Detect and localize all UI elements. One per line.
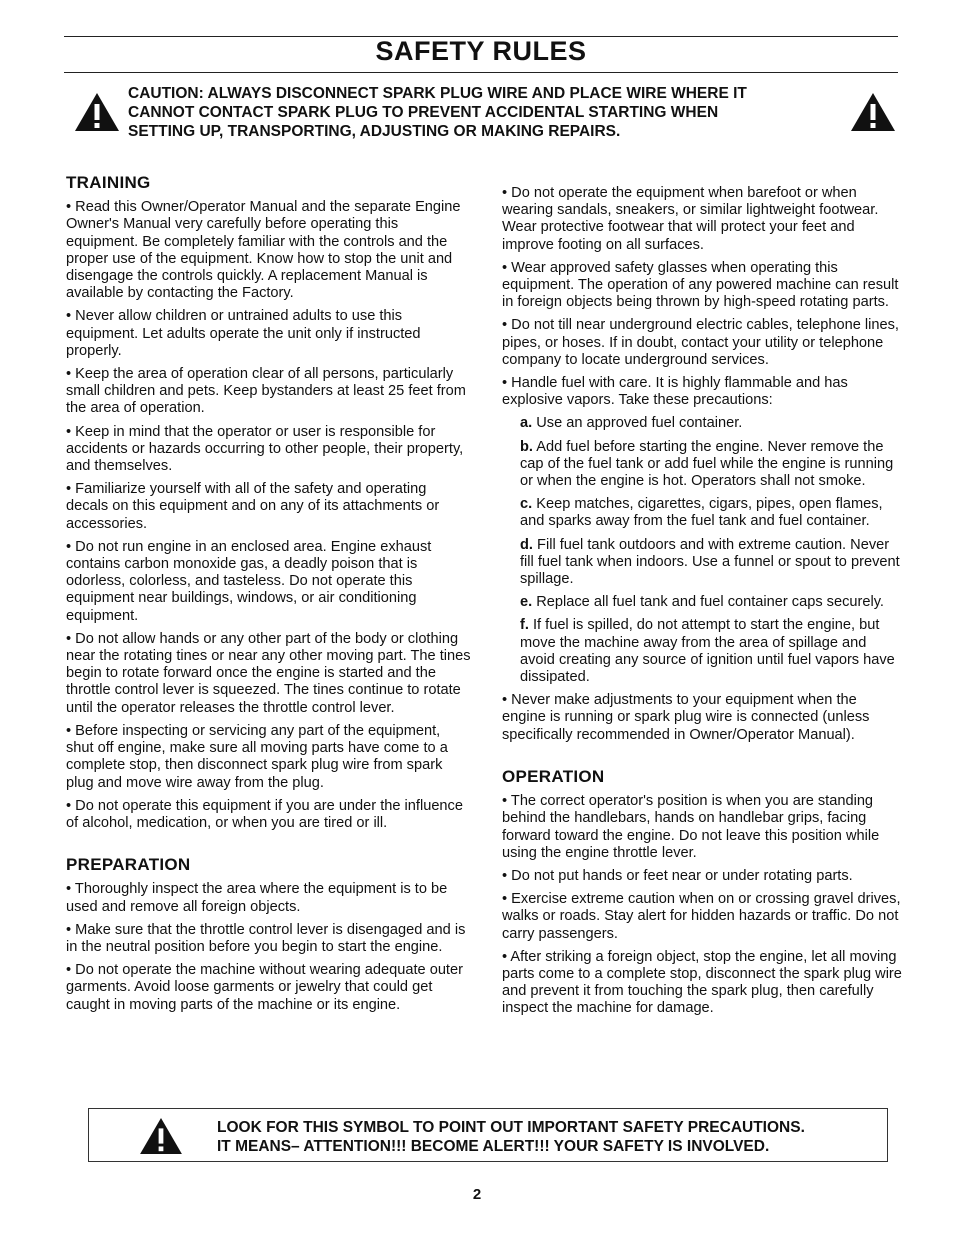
page-title: SAFETY RULES — [375, 36, 587, 66]
operation-item: • After striking a foreign object, stop the engine, let all moving parts come to a complete stop, disconnect the spark plug wire and prevent it from touching the spark plug, then carefully inspect the machine for damage. — [502, 948, 902, 1017]
operation-item: • Exercise extreme caution when on or crossing gravel drives, walks or roads. Stay alert for hidden hazards or traffic. Do not carry passengers. — [502, 891, 901, 942]
warning-triangle-icon-right — [850, 92, 896, 132]
warning-triangle-icon-left — [74, 92, 120, 132]
training-item: • Keep in mind that the operator or user is responsible for accidents or hazards occurring to other people, their property, and themselves. — [66, 423, 464, 475]
title-rule — [64, 72, 898, 73]
caution-statement — [128, 84, 838, 141]
symbol-line: LOOK FOR THIS SYMBOL TO POINT OUT IMPORTANT SAFETY PRECAUTIONS. — [217, 1119, 805, 1136]
safety-symbol-box — [88, 1108, 888, 1162]
page-number: 2 — [472, 1186, 482, 1203]
preparation-item: • Do not till near underground electric cables, telephone lines, pipes, or hoses. If in doubt, contact your utility or telephone company to locate underground services. — [502, 317, 899, 368]
preparation-heading: PREPARATION — [66, 855, 191, 875]
caution-line: CAUTION: ALWAYS DISCONNECT SPARK PLUG WIRE AND PLACE WIRE WHERE IT — [128, 85, 747, 102]
training-item: • Do not operate this equipment if you are under the influence of alcohol, medication, or when you are tired or ill. — [66, 797, 463, 831]
caution-line: CANNOT CONTACT SPARK PLUG TO PREVENT ACCIDENTAL STARTING WHEN — [128, 104, 719, 121]
safety-symbol-text — [217, 1118, 877, 1156]
training-item: • Never allow children or untrained adults to use this equipment. Let adults operate the unit only if instructed properly. — [66, 308, 421, 359]
preparation-item: • Make sure that the throttle control lever is disengaged and is in the neutral position before you begin to start the engine. — [66, 921, 466, 955]
fuel-precaution-f: f. If fuel is spilled, do not attempt to start the engine, but move the machine away from the area of spillage and avoid creating any source of ignition until fuel vapors have dissipated. — [520, 617, 895, 686]
right-column — [502, 185, 902, 1024]
fuel-precaution-a: a. Use an approved fuel container. — [520, 415, 743, 432]
symbol-line: IT MEANS– ATTENTION!!! BECOME ALERT!!! YOUR SAFETY IS INVOLVED. — [217, 1138, 770, 1155]
training-heading: TRAINING — [66, 173, 151, 192]
preparation-item: • Do not operate the machine without wearing adequate outer garments. Avoid loose garments or jewelry that could get caught in moving parts of the machine or its engine. — [66, 962, 463, 1013]
left-column — [66, 174, 471, 1020]
operation-item: • The correct operator's position is when you are standing behind the handlebars, hands on handlebar grips, facing forward toward the engine. Do not leave this position while using the engine throttle lever. — [502, 793, 880, 861]
fuel-precaution-d: d. Fill fuel tank outdoors and with extreme caution. Never fill fuel tank when indoors. Use a funnel or spout to prevent spillage. — [520, 536, 900, 588]
preparation-item: • Handle fuel with care. It is highly flammable and has explosive vapors. Take these precautions: — [502, 375, 848, 409]
training-item: • Familiarize yourself with all of the safety and operating decals on this equipment and on any of its attachments or accessories. — [66, 481, 440, 532]
caution-line: SETTING UP, TRANSPORTING, ADJUSTING OR MAKING REPAIRS. — [128, 123, 621, 140]
warning-triangle-icon — [139, 1117, 183, 1155]
fuel-precaution-c: c. Keep matches, cigarettes, cigars, pipes, open flames, and sparks away from the fuel tank and fuel container. — [520, 496, 883, 530]
training-item: • Before inspecting or servicing any part of the equipment, shut off engine, make sure all moving parts have come to a complete stop, then disconnect spark plug wire from spark plug and move wire away from the plug. — [66, 722, 448, 791]
preparation-item: • Do not operate the equipment when barefoot or when wearing sandals, sneakers, or similar lightweight footwear. Wear protective footwear that will protect your feet and improve footing on all surfaces. — [502, 185, 879, 253]
fuel-precaution-b: b. Add fuel before starting the engine. Never remove the cap of the fuel tank or add fuel while the engine is running or when the engine is hot. Operators shall not smoke. — [520, 438, 894, 490]
operation-heading: OPERATION — [502, 766, 605, 786]
fuel-precaution-e: e. Replace all fuel tank and fuel container caps securely. — [520, 594, 884, 611]
preparation-item: • Thoroughly inspect the area where the equipment is to be used and remove all foreign objects. — [66, 881, 448, 915]
training-item: • Read this Owner/Operator Manual and the separate Engine Owner's Manual very carefully before operating this equipment. Be completely familiar with the controls and the proper use of the equipment. Know how to stop the unit and disengage the controls quickly. A replacement Manual is available by contacting the Factory. — [66, 199, 461, 302]
training-item: • Do not allow hands or any other part of the body or clothing near the rotating tines or near any other moving part. The tines begin to rotate forward once the engine is started and the throttle control lever is squeezed. The tines continue to rotate until the operator releases the throttle control lever. — [66, 630, 471, 716]
training-item: • Keep the area of operation clear of all persons, particularly small children and pets. Keep bystanders at least 25 feet from the area of operation. — [66, 366, 466, 417]
operation-item: • Do not put hands or feet near or under rotating parts. — [502, 867, 853, 884]
preparation-item: • Never make adjustments to your equipment when the engine is running or spark plug wire is connected (unless specifically recommended in Owner/Operator Manual). — [502, 692, 870, 743]
preparation-item: • Wear approved safety glasses when operating this equipment. The operation of any powered machine can result in foreign objects being thrown by high-speed rotating parts. — [502, 259, 899, 311]
training-item: • Do not run engine in an enclosed area. Engine exhaust contains carbon monoxide gas, a deadly poison that is odorless, colorless, and tasteless. Do not operate this equipment near buildings, windows, or air conditioning equipment. — [66, 538, 432, 624]
